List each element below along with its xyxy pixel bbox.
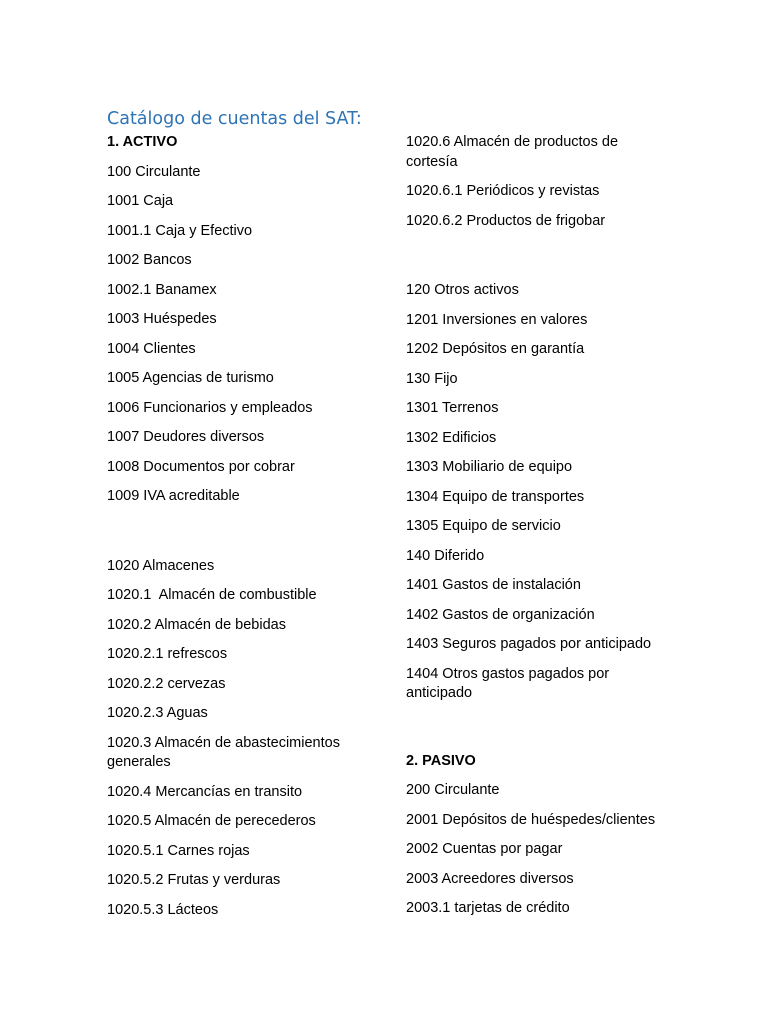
left-column	[107, 133, 369, 920]
account-entry: 1303 Mobiliario de equipo	[406, 459, 573, 475]
account-entry: 1020.5 Almacén de perecederos	[107, 813, 316, 829]
account-entry: 1302 Edificios	[406, 429, 497, 446]
section-heading: 1. ACTIVO	[107, 134, 178, 150]
account-entry: 1009 IVA acreditable	[107, 488, 240, 504]
section-heading: 2. PASIVO	[406, 752, 476, 769]
account-entry: 130 Fijo	[406, 370, 458, 387]
account-entry: 1020.2.1 refrescos	[107, 646, 228, 662]
account-entry: 1001.1 Caja y Efectivo	[107, 222, 253, 239]
account-entry: 2003 Acreedores diversos	[406, 870, 574, 887]
account-entry: 1006 Funcionarios y empleados	[107, 399, 313, 416]
account-entry: 100 Circulante	[107, 163, 201, 180]
account-entry: 1201 Inversiones en valores	[406, 311, 588, 328]
account-entry: 1020.6.1 Periódicos y revistas	[406, 183, 600, 199]
account-entry: 1005 Agencias de turismo	[107, 370, 274, 386]
account-entry: 1020 Almacenes	[107, 557, 215, 574]
account-entry: 1004 Clientes	[107, 340, 196, 357]
account-entry: 1002 Bancos	[107, 252, 192, 268]
account-entry: 1020.5.1 Carnes rojas	[107, 842, 250, 859]
account-entry: 1020.5.3 Lácteos	[107, 901, 219, 918]
account-entry: 2002 Cuentas por pagar	[406, 841, 563, 857]
account-entry: 1401 Gastos de instalación	[406, 577, 581, 593]
account-entry: 2001 Depósitos de huéspedes/clientes	[406, 811, 656, 828]
account-entry: 1020.2.2 cervezas	[107, 675, 226, 692]
account-entry: 1020.2 Almacén de bebidas	[107, 616, 286, 633]
account-entry: 1305 Equipo de servicio	[406, 518, 561, 534]
right-column	[406, 133, 668, 919]
account-entry: 140 Diferido	[406, 547, 485, 564]
account-entry: 1020.3 Almacén de abastecimientos generales	[107, 734, 340, 770]
account-entry: 1301 Terrenos	[406, 400, 499, 416]
account-entry: 1402 Gastos de organización	[406, 606, 595, 623]
account-entry: 1002.1 Banamex	[107, 281, 217, 298]
account-entry: 1403 Seguros pagados por anticipado	[406, 636, 652, 652]
account-entry: 1003 Huéspedes	[107, 311, 217, 327]
account-entry: 1008 Documentos por cobrar	[107, 458, 295, 475]
account-entry: 1304 Equipo de transportes	[406, 488, 585, 505]
account-entry: 1020.5.2 Frutas y verduras	[107, 872, 281, 888]
account-entry: 1020.6 Almacén de productos de cortesía	[406, 134, 619, 170]
account-entry: 1020.1 Almacén de combustible	[107, 587, 317, 603]
account-entry: 1001 Caja	[107, 193, 174, 209]
account-entry: 120 Otros activos	[406, 282, 519, 298]
account-entry: 1020.2.3 Aguas	[107, 705, 208, 721]
account-entry: 1202 Depósitos en garantía	[406, 341, 585, 357]
account-entry: 1404 Otros gastos pagados por anticipado	[406, 665, 610, 701]
account-entry: 1020.4 Mercancías en transito	[107, 783, 303, 800]
document-title: Catálogo de cuentas del SAT:	[107, 109, 362, 129]
account-entry: 200 Circulante	[406, 782, 500, 798]
account-entry: 1020.6.2 Productos de frigobar	[406, 212, 606, 229]
account-entry: 2003.1 tarjetas de crédito	[406, 900, 570, 916]
account-entry: 1007 Deudores diversos	[107, 429, 265, 445]
